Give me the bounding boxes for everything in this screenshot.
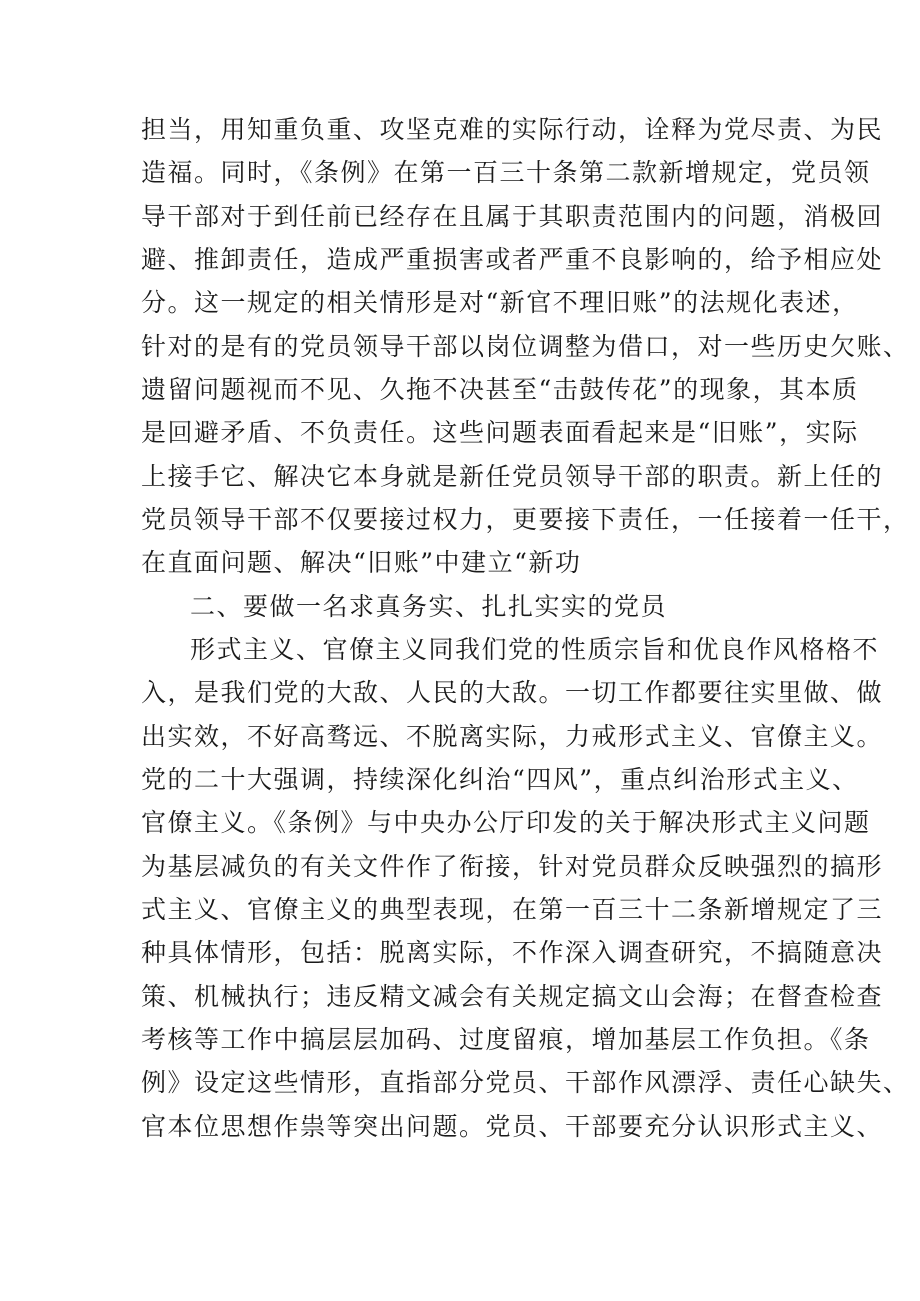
paragraph-first-line: 形式主义、官僚主义同我们党的性质宗旨和优良作风格格不 <box>190 635 880 664</box>
body-line: 是回避矛盾、不负责任。这些问题表面看起来是“旧账”，实际 <box>141 418 859 447</box>
body-line: 考核等工作中搞层层加码、过度留痕，增加基层工作负担。《条 <box>141 1025 871 1054</box>
body-line: 入，是我们党的大敌、人民的大敌。一切工作都要往实里做、做 <box>141 678 884 707</box>
section-heading: 二、要做一名求真务实、扎扎实实的党员 <box>190 592 668 621</box>
body-line: 党的二十大强调，持续深化纠治“四风”，重点纠治形式主义、 <box>141 765 859 794</box>
body-line: 针对的是有的党员领导干部以岗位调整为借口，对一些历史欠账、 <box>141 332 910 361</box>
body-line: 例》设定这些情形，直指部分党员、干部作风漂浮、责任心缺失、 <box>141 1068 910 1097</box>
body-line: 策、机械执行；违反精文减会有关规定搞文山会海；在督查检查 <box>141 982 884 1011</box>
body-line: 上接手它、解决它本身就是新任党员领导干部的职责。新上任的 <box>141 462 884 491</box>
body-line: 在直面问题、解决“旧账”中建立“新功 <box>141 548 582 577</box>
body-line: 为基层减负的有关文件作了衔接，针对党员群众反映强烈的搞形 <box>141 852 884 881</box>
body-line: 导干部对于到任前已经存在且属于其职责范围内的问题，消极回 <box>141 202 884 231</box>
body-line: 党员领导干部不仅要接过权力，更要接下责任，一任接着一任干， <box>141 505 910 534</box>
body-line: 避、推卸责任，造成严重损害或者严重不良影响的，给予相应处 <box>141 245 884 274</box>
body-line: 造福。同时，《条例》在第一百三十条第二款新增规定，党员领 <box>141 158 871 187</box>
body-line: 出实效，不好高骛远、不脱离实际，力戒形式主义、官僚主义。 <box>141 722 884 751</box>
body-line: 担当，用知重负重、攻坚克难的实际行动，诠释为党尽责、为民 <box>141 115 884 144</box>
body-line: 遗留问题视而不见、久拖不决甚至“击鼓传花”的现象，其本质 <box>141 375 859 404</box>
body-line: 种具体情形，包括：脱离实际，不作深入调查研究，不搞随意决 <box>141 938 884 967</box>
body-line: 官僚主义。《条例》与中央办公厅印发的关于解决形式主义问题 <box>141 808 871 837</box>
body-line: 官本位思想作祟等突出问题。党员、干部要充分认识形式主义、 <box>141 1112 884 1141</box>
body-line: 式主义、官僚主义的典型表现，在第一百三十二条新增规定了三 <box>141 895 884 924</box>
body-line: 分。这一规定的相关情形是对“新官不理旧账”的法规化表述， <box>141 288 859 317</box>
